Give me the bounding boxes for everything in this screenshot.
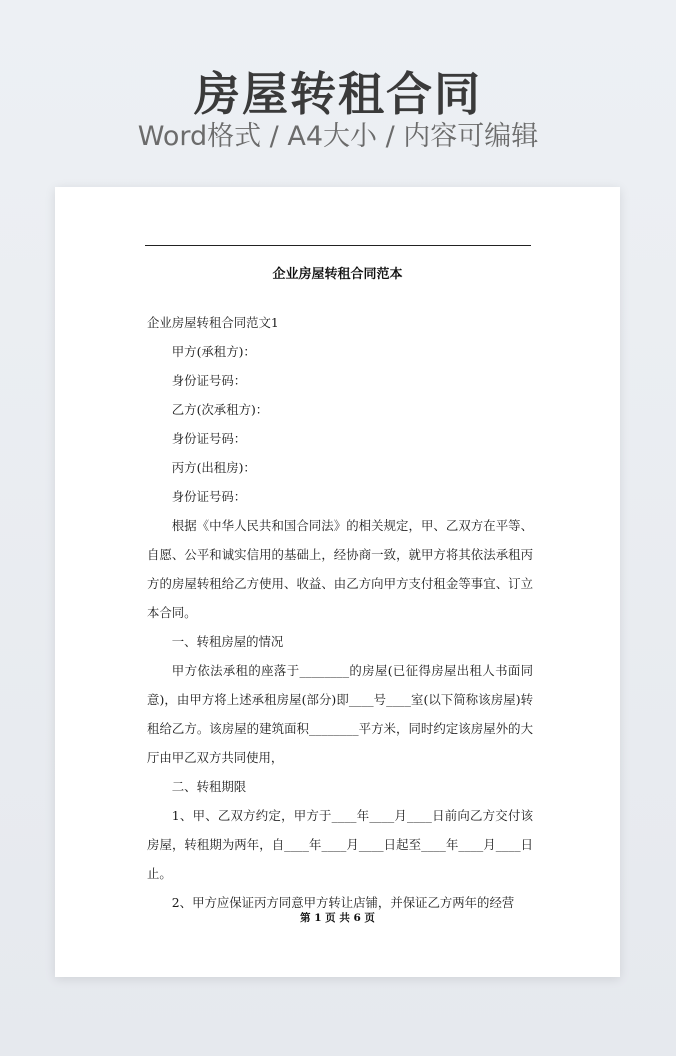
page-number-footer: 第 1 页 共 6 页 <box>300 912 375 924</box>
section-2-heading: 二、转租期限 <box>171 779 247 794</box>
document-title: 企业房屋转租合同范本 <box>272 267 403 282</box>
section-2-clause-2: 2、甲方应保证丙方同意甲方转让店铺，并保证乙方两年的经营 <box>171 895 515 910</box>
party-a-id-label: 身份证号码： <box>171 373 247 388</box>
section-2-clause-1: 1、甲、乙双方约定，甲方于____年____月____日前向乙方交付该房屋，转租期为两年，自____年____月____日起至____年____月____日止。 <box>147 808 533 881</box>
party-c-id-label: 身份证号码： <box>171 489 247 504</box>
hero-title: 房屋转租合同 <box>194 67 482 121</box>
paragraph-heading: 企业房屋转租合同范文1 <box>147 315 279 330</box>
hero-subtitle: Word格式 / A4大小 / 内容可编辑 <box>137 121 539 152</box>
party-b-id-label: 身份证号码： <box>171 431 247 446</box>
party-c-label: 丙方(出租房)： <box>171 460 256 475</box>
party-a-label: 甲方(承租方)： <box>171 344 256 359</box>
party-b-label: 乙方(次承租方)： <box>171 402 269 417</box>
section-1-paragraph: 甲方依法承租的座落于________的房屋(已征得房屋出租人书面同意)，由甲方将上述承租房屋(部分)即____号____室(以下简称该房屋)转租给乙方。该房屋的建筑面积________平方米，同时约定该房屋外的大厅由甲乙双方共同使用， <box>147 663 533 765</box>
document-body <box>147 308 533 917</box>
section-1-heading: 一、转租房屋的情况 <box>171 634 284 649</box>
preamble-paragraph: 根据《中华人民共和国合同法》的相关规定，甲、乙双方在平等、自愿、公平和诚实信用的基础上，经协商一致，就甲方将其依法承租丙方的房屋转租给乙方使用、收益、由乙方向甲方支付租金等事宜、订立本合同。 <box>147 518 533 620</box>
header-rule <box>145 245 531 246</box>
document-page <box>55 187 620 977</box>
